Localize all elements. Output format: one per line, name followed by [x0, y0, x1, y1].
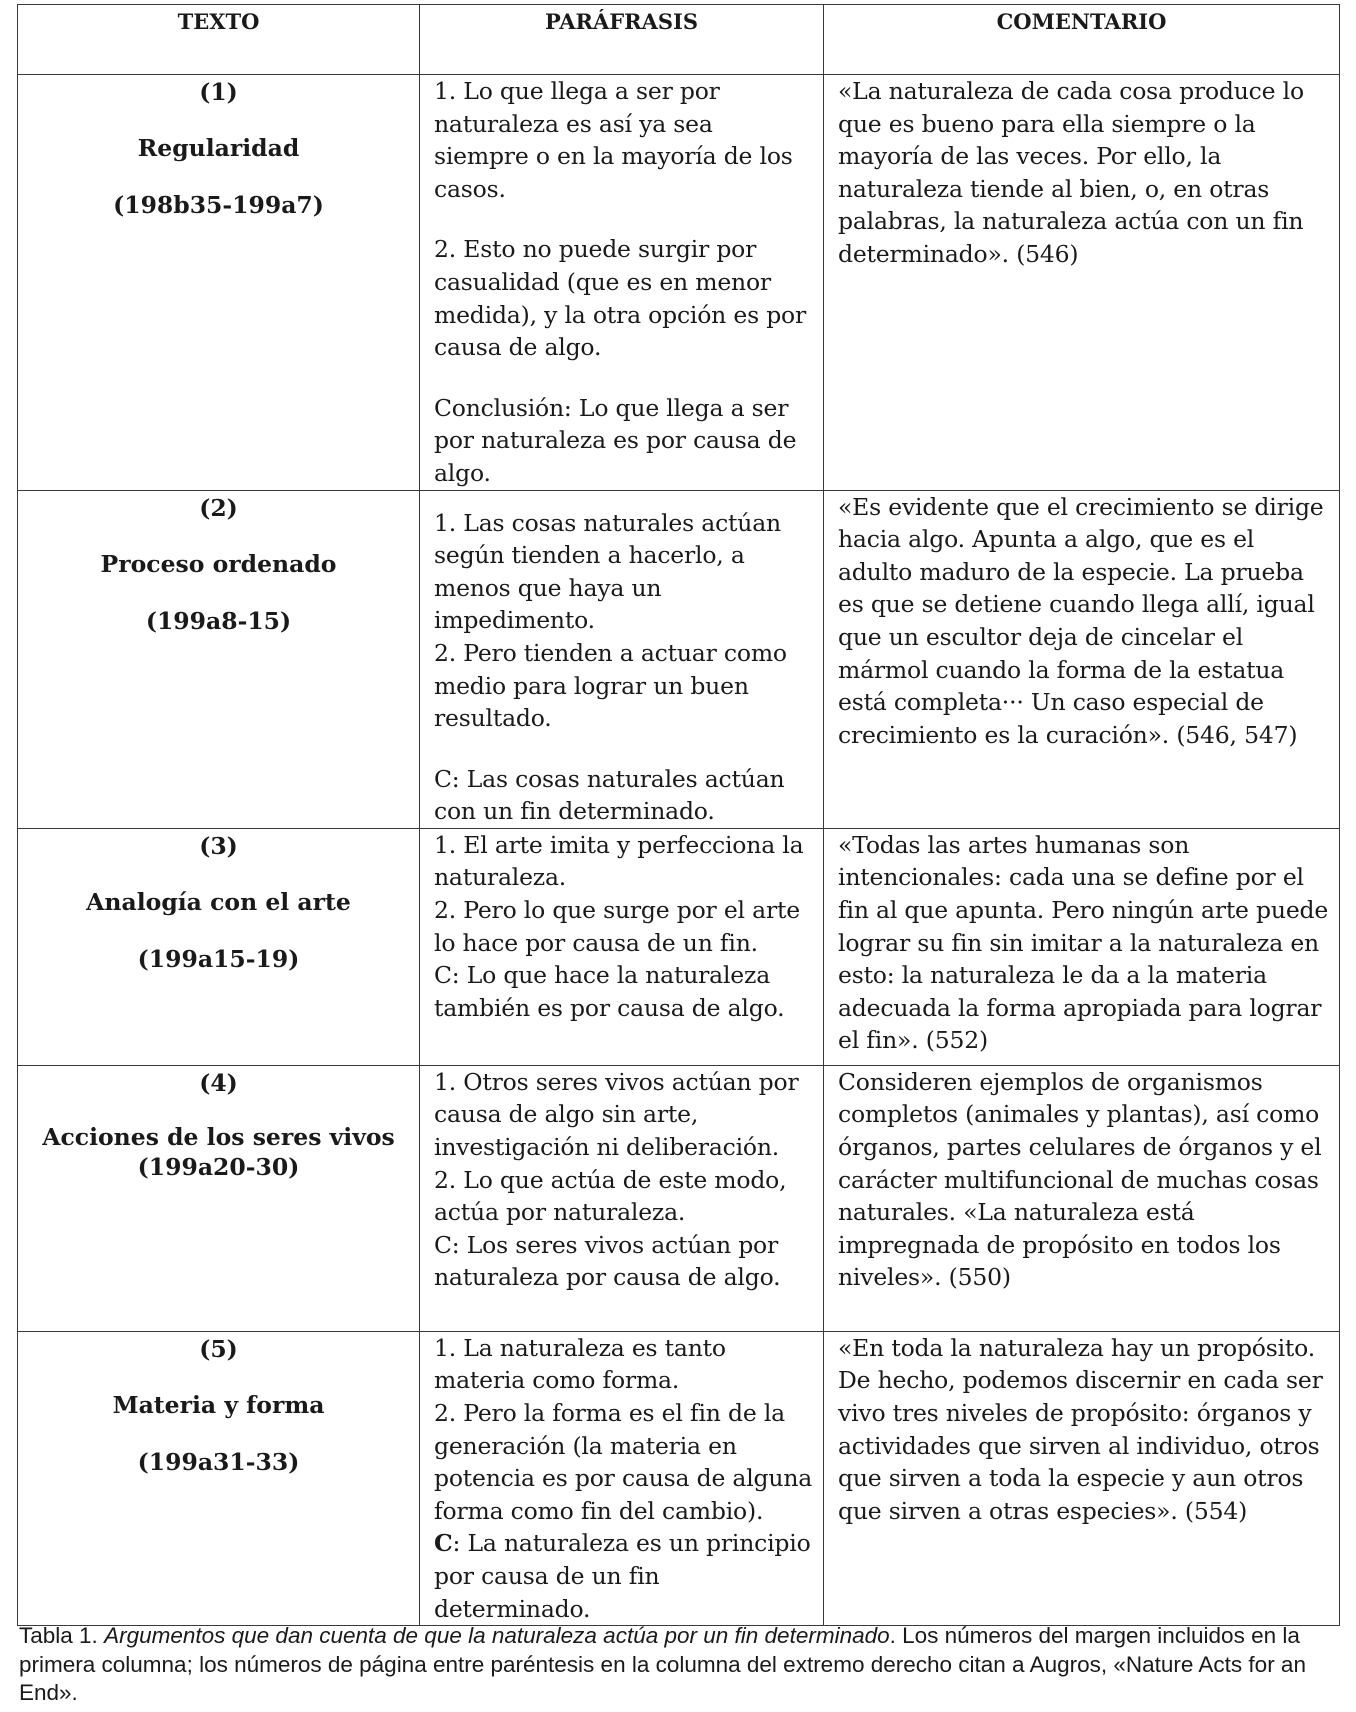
caption-label: Tabla 1.: [19, 1623, 98, 1648]
argument-reference: (199a20-30): [137, 1152, 300, 1181]
table-row: [18, 828, 1340, 1065]
header-row: [18, 5, 1340, 75]
table-row: [18, 490, 1340, 828]
conclusion-text: : La naturaleza es un principio por causa de un fin determinado.: [434, 1529, 811, 1623]
premise-1: 1. Las cosas naturales actúan según tienden a hacerlo, a menos que haya un impedimento.: [434, 508, 781, 635]
conclusion-label: C: [434, 1529, 453, 1558]
header-texto: TEXTO: [18, 5, 420, 75]
premise-1: 1. La naturaleza es tanto materia como forma.: [434, 1333, 726, 1395]
conclusion: [434, 1527, 813, 1625]
parafrasis-cell: [420, 1065, 824, 1331]
argument-number: (3): [199, 831, 238, 860]
parafrasis-cell: [420, 75, 824, 491]
argument-title: Analogía con el arte: [86, 887, 351, 916]
argument-title: Proceso ordenado: [100, 549, 337, 578]
argument-reference: (199a31-33): [137, 1447, 300, 1476]
conclusion: Conclusión: Lo que llega a ser por naturaleza es por causa de algo.: [434, 393, 797, 487]
argument-title: Acciones de los seres vivos: [42, 1122, 395, 1151]
premise-2: 2. Pero lo que surge por el arte lo hace por causa de un fin.: [434, 896, 800, 957]
premise-1: 1. Otros seres vivos actúan por causa de algo sin arte, investigación ni deliberación.: [434, 1067, 799, 1162]
conclusion: C: Las cosas naturales actúan con un fin determinado.: [434, 764, 785, 826]
argument-title: Regularidad: [137, 134, 300, 162]
comentario-cell: «La naturaleza de cada cosa produce lo que es bueno para ella siempre o la mayoría de las veces. Por ello, la naturaleza tiende al bien, o, en otras palabras, la naturaleza actúa con un fin determinado». (546): [824, 75, 1340, 491]
comentario-cell: Consideren ejemplos de organismos completos (animales y plantas), así como órganos, partes celulares de órganos y el carácter multifuncional de muchas cosas naturales. «La naturaleza está impregnada de propósito en todos los niveles». (550): [824, 1065, 1340, 1331]
texto-cell: [18, 490, 420, 828]
comentario-cell: «Es evidente que el crecimiento se dirige hacia algo. Apunta a algo, que es el adulto maduro de la especie. La prueba es que se detiene cuando llega allí, igual que un escultor deja de cincelar el mármol cuando la forma de la estatua está completa··· Un caso especial de crecimiento es la curación». (546, 547): [824, 490, 1340, 828]
table-row: [18, 1331, 1340, 1625]
texto-cell: [18, 1065, 420, 1331]
argument-number: (1): [199, 78, 238, 106]
argument-number: (4): [199, 1068, 238, 1097]
parafrasis-cell: [420, 490, 824, 828]
table-row: [18, 1065, 1340, 1331]
premise-2: 2. Esto no puede surgir por casualidad (que es en menor medida), y la otra opción es por causa de algo.: [434, 235, 807, 362]
table-row: [18, 75, 1340, 491]
argument-reference: (198b35-199a7): [113, 191, 324, 219]
premise-2: 2. Pero la forma es el fin de la generación (la materia en potencia es por causa de alguna forma como fin del cambio).: [434, 1399, 813, 1525]
conclusion: C: Lo que hace la naturaleza también es por causa de algo.: [434, 961, 785, 1022]
comentario-cell: «En toda la naturaleza hay un propósito. De hecho, podemos discernir en cada ser vivo tres niveles de propósito: órganos y actividades que sirven al individuo, otros que sirven a toda la especie y aun otros que sirven a otras especies». (554): [824, 1331, 1340, 1625]
conclusion: C: Los seres vivos actúan por naturaleza por causa de algo.: [434, 1230, 781, 1292]
caption-description: . Los números del margen incluidos en la primera columna; los números de página entre paréntesis en la columna del extremo derecho citan a Augros, «Nature Acts for an End».: [19, 1623, 1306, 1705]
premise-2: 2. Pero tienden a actuar como medio para lograr un buen resultado.: [434, 638, 787, 733]
caption-italic-title: Argumentos que dan cuenta de que la naturaleza actúa por un fin determinado: [104, 1623, 890, 1648]
arguments-table: [17, 4, 1340, 1626]
argument-number: (5): [199, 1334, 238, 1363]
comentario-cell: «Todas las artes humanas son intencionales: cada una se define por el fin al que apunta. Pero ningún arte puede lograr su fin sin imitar a la naturaleza en esto: la naturaleza le da a la materia adecuada la forma apropiada para lograr el fin». (552): [824, 828, 1340, 1065]
header-parafrasis: PARÁFRASIS: [420, 5, 824, 75]
texto-cell: [18, 1331, 420, 1625]
table-caption: [19, 1622, 1337, 1708]
header-comentario: COMENTARIO: [824, 5, 1340, 75]
premise-2: 2. Lo que actúa de este modo, actúa por naturaleza.: [434, 1165, 787, 1227]
texto-cell: [18, 828, 420, 1065]
parafrasis-cell: [420, 828, 824, 1065]
texto-cell: [18, 75, 420, 491]
premise-1: 1. El arte imita y perfecciona la naturaleza.: [434, 830, 804, 892]
argument-reference: (199a8-15): [145, 606, 292, 635]
argument-reference: (199a15-19): [137, 944, 300, 973]
parafrasis-cell: [420, 1331, 824, 1625]
premise-1: 1. Lo que llega a ser por naturaleza es así ya sea siempre o en la mayoría de los casos.: [434, 77, 793, 203]
argument-title: Materia y forma: [112, 1390, 325, 1419]
argument-number: (2): [199, 493, 238, 522]
